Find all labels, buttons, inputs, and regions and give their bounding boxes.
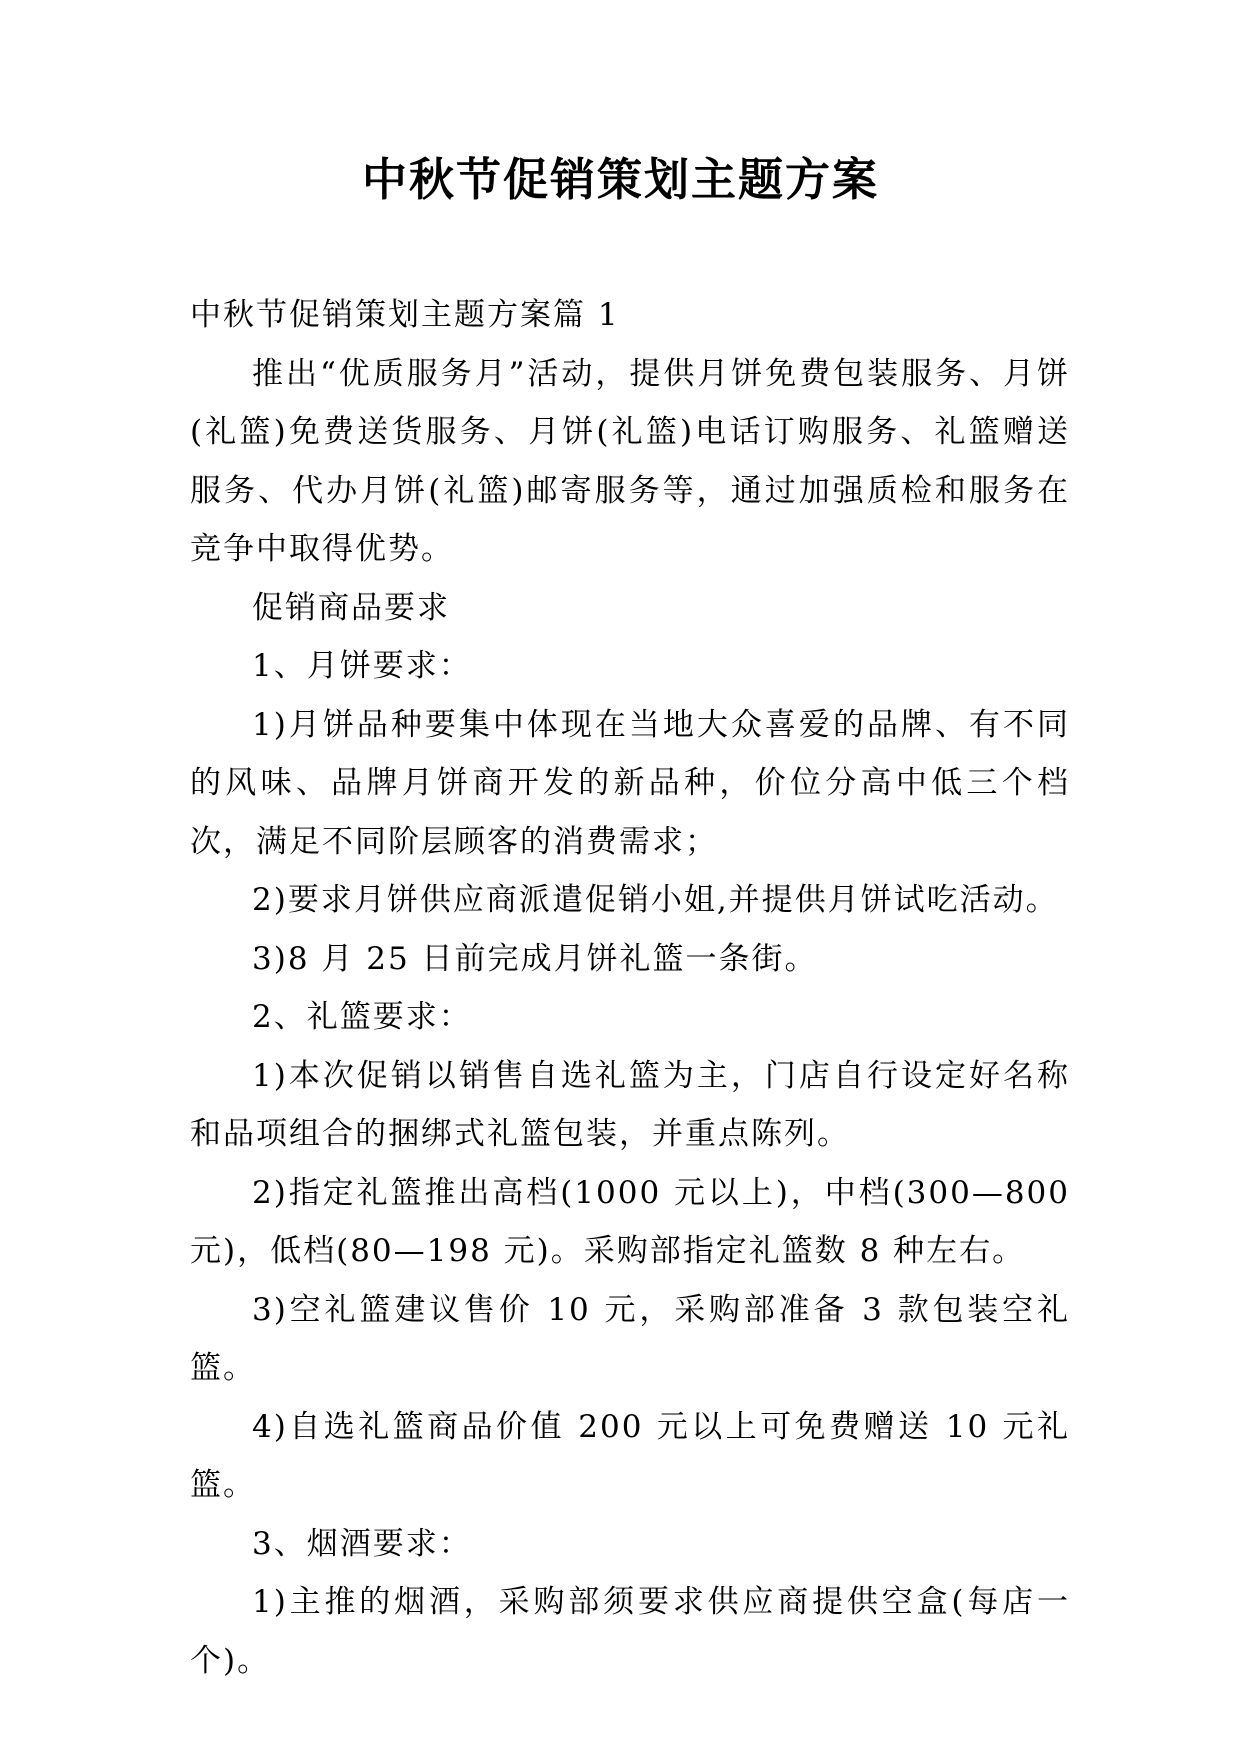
body-paragraph: 3、烟酒要求： — [252, 1525, 472, 1562]
document-body — [190, 286, 1070, 1690]
body-paragraph: 2)指定礼篮推出高档(1000 元以上)，中档(300—800 元)，低档(80—198 元)。采购部指定礼篮数 8 种左右。 — [190, 1174, 1070, 1269]
body-paragraph: 4)自选礼篮商品价值 200 元以上可免费赠送 10 元礼篮。 — [190, 1408, 1070, 1503]
body-paragraph: 2、礼篮要求： — [252, 999, 472, 1035]
body-paragraph: 3)8 月 25 日前完成月饼礼篮一条街。 — [252, 940, 818, 977]
body-paragraph: 3)空礼篮建议售价 10 元，采购部准备 3 款包装空礼篮。 — [190, 1291, 1070, 1386]
body-paragraph: 1)本次促销以销售自选礼篮为主，门店自行设定好名称和品项组合的捆绑式礼篮包装，并重点陈列。 — [190, 1057, 1070, 1152]
body-paragraph: 促销商品要求 — [252, 589, 450, 626]
body-paragraph: 推出“优质服务月”活动，提供月饼免费包装服务、月饼(礼篮)免费送货服务、月饼(礼篮)电话订购服务、礼篮赠送服务、代办月饼(礼篮)邮寄服务等，通过加强质检和服务在竞争中取得优势。 — [190, 355, 1070, 567]
body-paragraph: 1、月饼要求： — [252, 648, 472, 684]
body-paragraph: 2)要求月饼供应商派遣促销小姐,并提供月饼试吃活动。 — [252, 882, 1059, 918]
document-title: 中秋节促销策划主题方案 — [361, 153, 879, 206]
body-paragraph: 1)月饼品种要集中体现在当地大众喜爱的品牌、有不同的风味、品牌月饼商开发的新品种，价位分高中低三个档次，满足不同阶层顾客的消费需求； — [190, 706, 1070, 860]
section-heading: 中秋节促销策划主题方案篇 1 — [190, 297, 620, 333]
body-paragraph: 1)主推的烟酒，采购部须要求供应商提供空盒(每店一个)。 — [190, 1584, 1070, 1679]
